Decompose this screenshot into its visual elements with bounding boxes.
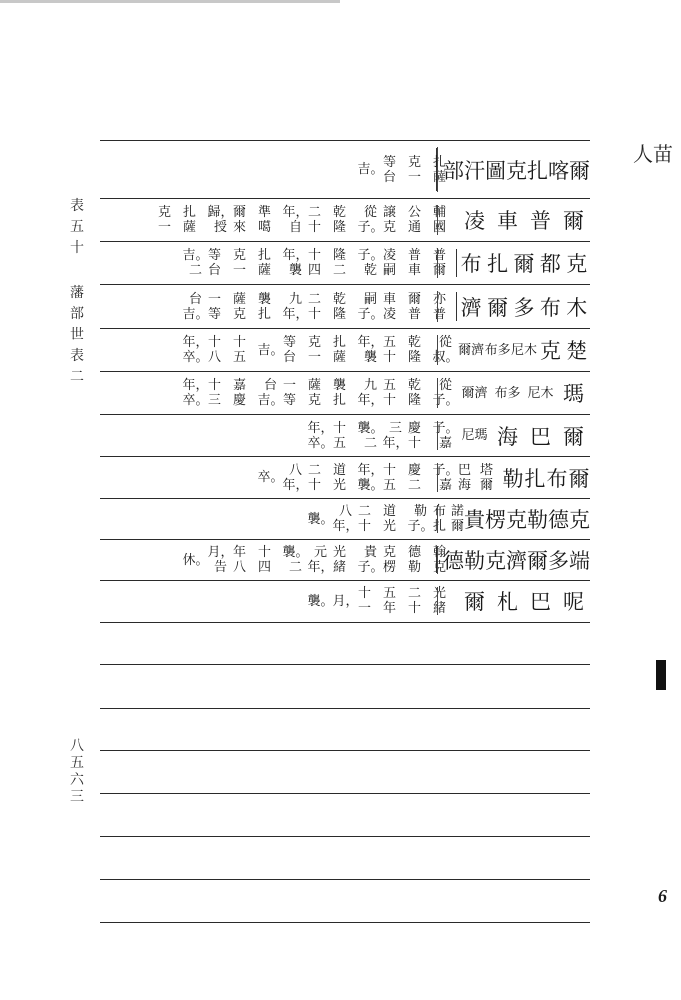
rule-line [100, 708, 590, 709]
record-cell: 道光 [383, 504, 397, 534]
record-cell: 克一 [408, 154, 422, 185]
record-cells [158, 199, 458, 241]
name-char: 貴 [464, 508, 485, 532]
name-char: 瑪 [563, 382, 584, 406]
name-char: 布 [546, 466, 568, 491]
record-cell: 襲。 二 [282, 545, 309, 575]
record-cell: 襲扎 [258, 291, 272, 322]
person-name [458, 415, 590, 456]
record-cell: 乾隆 [333, 205, 347, 235]
record-cell: 襲。 二 [357, 420, 384, 451]
name-char: 德 [443, 540, 464, 580]
record-cell: 貴 子。 [357, 545, 384, 575]
record-cell: 從 子。 [433, 372, 458, 414]
side-label-char: 部 [70, 306, 84, 322]
name-char: 爾 [487, 295, 509, 320]
record-cell: 隆二 [333, 248, 347, 278]
name-char: 爾 [563, 209, 584, 233]
name-char: 諾爾 [450, 504, 464, 534]
record-cell: 十四 [308, 248, 322, 278]
record-cell: 襲。 [307, 593, 334, 609]
person-name [443, 141, 590, 198]
name-char: 勒 [464, 549, 485, 573]
table-row [100, 285, 590, 328]
record-cell: 襲扎 [333, 378, 347, 408]
table-row [100, 329, 590, 371]
record-cell: 十八 [208, 335, 222, 365]
record-cell: 譲克 [383, 205, 397, 235]
rule-line [100, 750, 590, 751]
record-cell: 五十 [383, 378, 397, 408]
record-cell: 勒 子。 [407, 504, 434, 534]
side-page-char: 八 [70, 738, 84, 754]
table-row [100, 141, 590, 198]
record-cell: 子。 乾 [357, 248, 384, 278]
record-cell: 輔國 [433, 199, 458, 241]
name-char: 克 [485, 549, 506, 573]
record-cell: 吉。 二 [182, 248, 209, 278]
scan-black-mark [656, 660, 666, 690]
side-label [66, 196, 88, 388]
side-label-char [66, 259, 88, 283]
record-cell: 三 年， [382, 420, 409, 451]
record-cell: 二十 [408, 586, 422, 616]
record-cell: 慶二 [408, 462, 422, 493]
record-cell: 二十 [308, 462, 322, 493]
record-cell: 道光 [333, 462, 347, 493]
name-char: 爾 [569, 158, 590, 183]
side-page-char: 六 [70, 772, 84, 788]
record-cell: 子。 嘉 [433, 457, 458, 498]
record-cell: 克一 [233, 248, 247, 278]
record-cell: 扎薩 [333, 335, 347, 365]
record-cell: 年， 襲 [357, 335, 384, 365]
record-cells [183, 372, 458, 414]
name-char: 尼木 [510, 342, 537, 358]
person-name [458, 285, 590, 328]
name-char: 汗 [464, 158, 485, 183]
rule-line [100, 793, 590, 794]
record-cell: 年， 卒。 [307, 420, 334, 451]
record-cell: 等台 [208, 248, 222, 278]
table-row [100, 415, 590, 456]
record-cells [183, 242, 458, 284]
name-char: 爾 [563, 424, 584, 449]
record-cell: 布扎 [433, 499, 458, 539]
name-char: 巴海 [458, 462, 472, 493]
name-char: 布 [539, 295, 561, 320]
person-name [458, 329, 590, 371]
record-cell: 五十 [383, 335, 397, 365]
record-cell: 慶十 [408, 420, 422, 451]
name-char: 濟 [458, 285, 484, 328]
person-name [450, 499, 590, 539]
table-row [100, 242, 590, 284]
record-cell: 歸， 授 [207, 205, 234, 235]
record-cell: 克楞 [383, 545, 397, 575]
side-label-char: 藩 [70, 285, 84, 301]
side-label-char: 世 [70, 327, 84, 343]
top-scan-bar [0, 0, 340, 3]
name-char: 爾 [464, 590, 485, 614]
side-page-char: 三 [70, 789, 84, 805]
record-cell: 年， 襲。 [357, 462, 384, 493]
record-cell: 爾普 [408, 291, 422, 322]
name-char: 布多 [494, 385, 521, 401]
record-cell: 年， 卒。 [182, 378, 209, 408]
record-cell: 年， 自 [282, 205, 309, 235]
name-char: 克 [506, 508, 527, 532]
record-cell: 十三 [208, 378, 222, 408]
record-cell: 年八 [233, 545, 247, 575]
record-cells [308, 581, 458, 621]
record-cell: 年， 卒。 [182, 335, 209, 365]
name-char: 多 [548, 549, 569, 573]
record-cell: 乾隆 [408, 378, 422, 408]
person-name [458, 242, 590, 284]
record-cell: 光緒 [433, 581, 458, 621]
record-cell: 一等 [283, 378, 297, 408]
name-char: 扎 [527, 158, 548, 183]
record-cell: 從 叔。 [433, 329, 458, 371]
name-char: 呢 [563, 590, 584, 614]
table-row [100, 540, 590, 580]
record-cell: 五年 [383, 586, 397, 616]
name-char: 克 [569, 508, 590, 532]
person-name [443, 540, 590, 580]
record-cells [308, 499, 458, 539]
record-cells [183, 540, 458, 580]
name-char: 札 [497, 590, 518, 614]
rule-line [100, 879, 590, 880]
table-row [100, 199, 590, 241]
record-cell: 乾隆 [333, 291, 347, 322]
record-cell: 普車 [408, 248, 422, 278]
table-row [100, 372, 590, 414]
side-page-number [66, 738, 88, 806]
table-row [100, 457, 590, 498]
record-cell: 車凌 [383, 291, 397, 322]
record-cell: 九 年， [282, 291, 309, 322]
rule-line [100, 836, 590, 837]
record-cell: 扎薩 [258, 248, 272, 278]
record-cell: 元 年， [307, 545, 334, 575]
name-char: 德 [548, 508, 569, 532]
record-cell: 台 吉。 [182, 291, 209, 322]
record-cell: 光緒 [333, 545, 347, 575]
record-cell: 十五 [333, 420, 347, 451]
side-label-char: 十 [70, 240, 84, 256]
person-name [458, 372, 590, 414]
record-cell: 亦普 [433, 285, 458, 328]
person-name [458, 581, 590, 621]
record-cell: 扎薩 [433, 141, 458, 198]
edge-mark: 人苗 [633, 142, 673, 166]
name-char: 塔爾 [480, 462, 494, 493]
name-char: 楚 [566, 339, 588, 363]
name-char: 爾濟 [458, 342, 485, 358]
record-cell: 從 子。 [357, 205, 384, 235]
record-cell: 子。 嘉 [433, 415, 458, 456]
record-cell: 十五 [383, 462, 397, 493]
name-char: 普 [530, 209, 551, 233]
record-cell: 吉。 [257, 342, 284, 358]
record-cell: 等台 [283, 335, 297, 365]
record-cell: 卒。 [257, 470, 284, 485]
record-cell: 二十 [308, 205, 322, 235]
record-cell: 薩克 [308, 378, 322, 408]
side-label-char: 表 [70, 198, 84, 214]
record-cell: 襲。 [307, 511, 334, 527]
record-cells [183, 329, 458, 371]
side-label-char: 五 [70, 219, 84, 235]
name-char: 爾 [568, 466, 590, 491]
record-cell: 台 吉。 [257, 378, 284, 408]
record-cell: 十一 [358, 586, 372, 616]
name-char: 勒 [527, 508, 548, 532]
name-char: 扎 [524, 466, 546, 491]
name-char: 克 [539, 339, 561, 363]
name-char: 巴 [530, 590, 551, 614]
record-cell: 二十 [308, 291, 322, 322]
record-cell: 九 年， [357, 378, 384, 408]
record-cell: 吉。 [357, 162, 384, 177]
record-cell: 年， 襲 [282, 248, 309, 278]
record-cell: 等台 [383, 154, 397, 185]
name-char: 尼木 [527, 385, 554, 401]
record-cell: 八 年， [282, 462, 309, 493]
name-char: 凌 [464, 209, 485, 233]
page-number: 6 [658, 886, 667, 906]
record-cell: 八 年， [332, 504, 359, 534]
name-char: 布多 [484, 342, 511, 358]
side-label-char: 二 [70, 369, 84, 385]
side-label-char: 表 [70, 348, 84, 364]
record-cell: 一等 [208, 291, 222, 322]
rule-line [100, 622, 590, 623]
record-cells [308, 415, 458, 456]
rule-line [100, 664, 590, 665]
table-row [100, 581, 590, 621]
name-char: 端 [569, 549, 590, 573]
record-cell: 克一 [158, 205, 172, 235]
name-char: 爾 [527, 549, 548, 573]
record-cell: 克一 [308, 335, 322, 365]
record-cell: 德勒 [408, 545, 422, 575]
rule-line [100, 922, 590, 923]
name-char: 多 [513, 295, 535, 320]
record-cell: 十四 [258, 545, 272, 575]
record-cell: 凌嗣 [383, 248, 397, 278]
name-char: 車 [497, 209, 518, 233]
name-char: 克 [506, 158, 527, 183]
name-char: 木 [566, 295, 588, 320]
name-char: 勒 [502, 466, 524, 491]
record-cell: 翰克 [433, 540, 458, 580]
side-page-char: 五 [70, 755, 84, 771]
name-char: 部 [443, 141, 464, 198]
record-cell: 十五 [233, 335, 247, 365]
record-cell: 嗣 子。 [357, 291, 384, 322]
name-char: 圖 [485, 158, 506, 183]
record-cell: 爾來 [233, 205, 247, 235]
name-char: 海 [497, 424, 518, 449]
record-cell: 嘉慶 [233, 378, 247, 408]
record-cells [258, 457, 458, 498]
name-char: 爾 [513, 252, 535, 276]
name-char: 爾濟 [461, 385, 488, 401]
name-char: 濟 [506, 549, 527, 573]
name-char: 克 [566, 252, 588, 276]
name-char: 都 [539, 252, 561, 276]
record-cell: 薩克 [233, 291, 247, 322]
name-char: 楞 [485, 508, 506, 532]
record-cells [358, 141, 458, 198]
name-char: 尼瑪 [461, 428, 488, 443]
name-char: 喀 [548, 158, 569, 183]
record-cell: 乾隆 [408, 335, 422, 365]
record-cell: 月， [332, 593, 359, 609]
record-cell: 公通 [408, 205, 422, 235]
person-name [458, 199, 590, 241]
record-cells [183, 285, 458, 328]
person-name [458, 457, 590, 498]
name-char: 布 [458, 242, 484, 284]
record-cell: 準噶 [258, 205, 272, 235]
record-cell: 普爾 [433, 242, 458, 284]
record-cell: 扎薩 [183, 205, 197, 235]
name-char: 巴 [530, 424, 551, 449]
name-char: 扎 [487, 252, 509, 276]
record-cell: 月， 告 [207, 545, 234, 575]
record-cell: 二十 [358, 504, 372, 534]
record-cell: 休。 [182, 552, 209, 568]
table-row [100, 499, 590, 539]
